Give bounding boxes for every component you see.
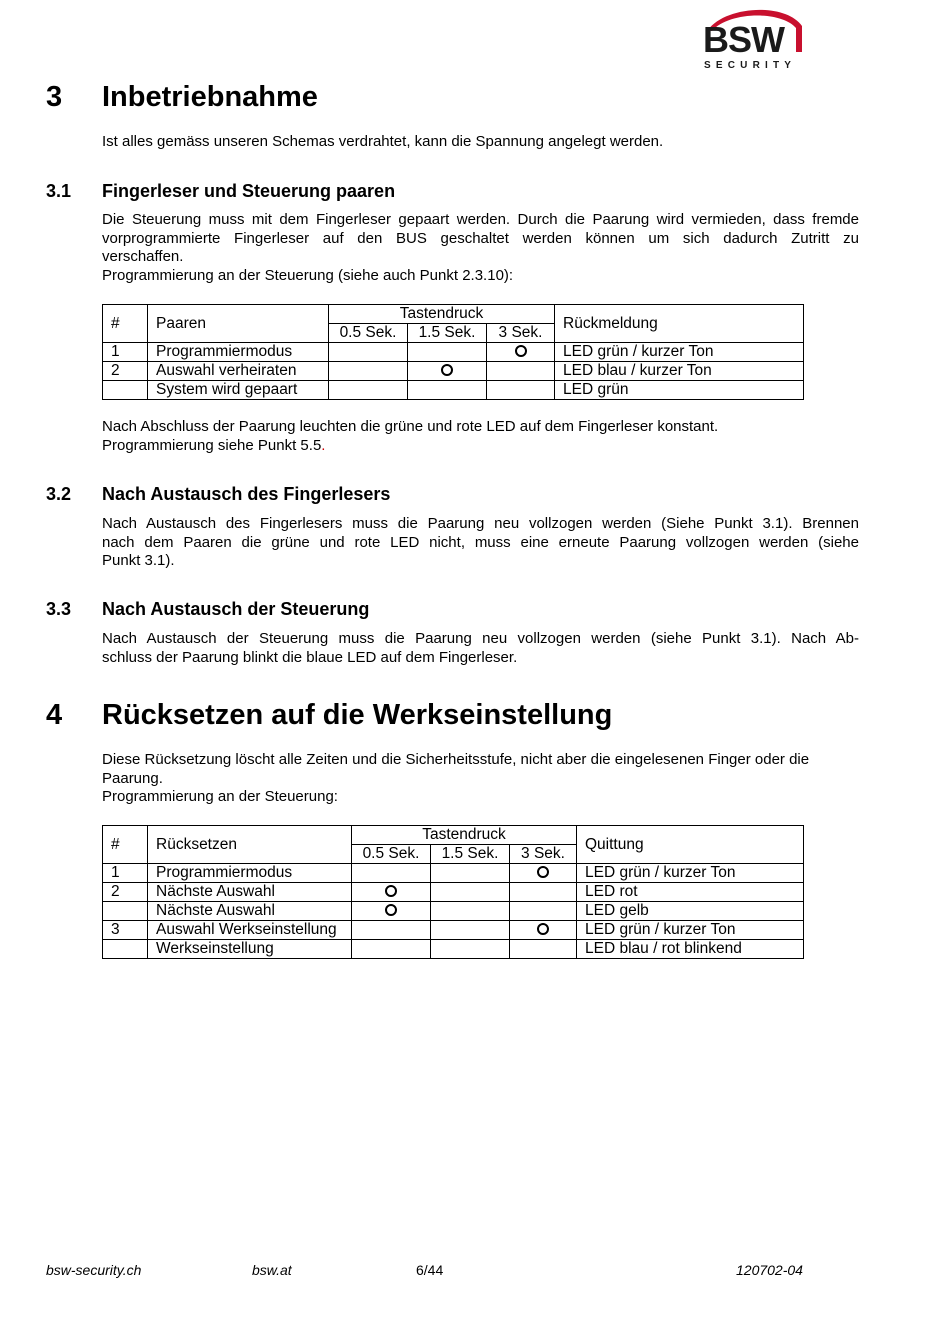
table-row — [103, 902, 804, 921]
section-3-1-after — [102, 418, 859, 455]
section-title: Nach Austausch der Steuerung — [102, 599, 370, 619]
section-number: 3.3 — [46, 599, 72, 619]
cell-press — [487, 381, 555, 400]
header-group: Tastendruck — [352, 826, 577, 845]
cell-press — [329, 362, 408, 381]
cell-num — [103, 381, 148, 400]
cell-action: Nächste Auswahl — [148, 883, 352, 902]
paragraph-line: Nach Austausch des Fingerlesers muss die Paarung neu vollzogen werden (Siehe Punkt 3.1). Brennen — [102, 515, 859, 532]
reference-text: Programmierung siehe Punkt 5.5 — [102, 436, 322, 454]
header-time: 0.5 Sek. — [352, 845, 431, 864]
section-title: Rücksetzen auf die Werkseinstellung — [102, 699, 613, 731]
reference-dot: . — [321, 436, 326, 454]
circle-icon — [537, 923, 549, 935]
header-time: 1.5 Sek. — [408, 324, 487, 343]
cell-press — [352, 921, 431, 940]
cell-press — [487, 343, 555, 362]
cell-num: 1 — [103, 343, 148, 362]
table-header-row — [103, 826, 804, 845]
header-num: # — [103, 305, 148, 343]
section-3-intro: Ist alles gemäss unseren Schemas verdrahtet, kann die Spannung angelegt werden. — [102, 133, 664, 150]
header-action: Rücksetzen — [148, 826, 352, 864]
paragraph-line: Punkt 3.1). — [102, 552, 175, 569]
paragraph-line: Nach Abschluss der Paarung leuchten die grüne und rote LED auf dem Fingerleser konstant. — [102, 418, 719, 435]
header-time: 1.5 Sek. — [431, 845, 510, 864]
cell-press — [510, 883, 577, 902]
table-row — [103, 864, 804, 883]
cell-num: 3 — [103, 921, 148, 940]
footer-site-at: bsw.at — [252, 1262, 292, 1278]
cell-action: Nächste Auswahl — [148, 902, 352, 921]
cell-press — [510, 902, 577, 921]
circle-icon — [515, 345, 527, 357]
section-title: Inbetriebnahme — [102, 81, 318, 113]
paragraph-line: Nach Austausch der Steuerung muss die Paarung neu vollzogen werden (siehe Punkt 3.1). Nach Ab- — [102, 630, 859, 647]
circle-icon — [385, 904, 397, 916]
header-time: 3 Sek. — [510, 845, 577, 864]
cell-action: Programmiermodus — [148, 864, 352, 883]
cell-num: 1 — [103, 864, 148, 883]
header-group: Tastendruck — [329, 305, 555, 324]
cell-action: Programmiermodus — [148, 343, 329, 362]
cell-press — [352, 902, 431, 921]
table-row — [103, 362, 804, 381]
paragraph-line: Diese Rücksetzung löscht alle Zeiten und die Sicherheitsstufe, nicht aber die eingelesenen Finger oder die — [102, 751, 810, 768]
paragraph-line: Programmierung an der Steuerung: — [102, 788, 338, 805]
table-row — [103, 343, 804, 362]
footer-doc-id: 120702-04 — [736, 1262, 803, 1278]
cell-action: Werkseinstellung — [148, 940, 352, 959]
bsw-security-logo — [700, 4, 806, 74]
cell-press — [431, 883, 510, 902]
cell-result: LED grün / kurzer Ton — [577, 921, 804, 940]
section-4-text — [102, 751, 859, 807]
cell-result: LED blau / rot blinkend — [577, 940, 804, 959]
paragraph-line: verschaffen. — [102, 248, 184, 265]
cell-press — [352, 940, 431, 959]
cell-num: 2 — [103, 883, 148, 902]
logo-brand-text: BSW — [703, 19, 784, 60]
pairing-table — [102, 304, 804, 400]
cell-press — [329, 343, 408, 362]
cell-press — [510, 864, 577, 883]
section-title: Fingerleser und Steuerung paaren — [102, 181, 396, 201]
header-num: # — [103, 826, 148, 864]
table-row — [103, 940, 804, 959]
cell-press — [408, 362, 487, 381]
logo-sub-text: SECURITY — [704, 60, 797, 71]
cell-result: LED rot — [577, 883, 804, 902]
paragraph-line: schluss der Paarung blinkt die blaue LED auf dem Fingerleser. — [102, 648, 518, 666]
cell-press — [431, 902, 510, 921]
circle-icon — [441, 364, 453, 376]
paragraph-line: Die Steuerung muss mit dem Fingerleser gepaart werden. Durch die Paarung wird vermieden, dass fremde — [102, 211, 859, 228]
header-time: 3 Sek. — [487, 324, 555, 343]
cell-action: Auswahl verheiraten — [148, 362, 329, 381]
table-header-row — [103, 305, 804, 324]
reset-table — [102, 825, 804, 959]
footer-page-number: 6/44 — [416, 1262, 444, 1278]
cell-press — [408, 381, 487, 400]
table-row — [103, 921, 804, 940]
cell-result: LED blau / kurzer Ton — [555, 362, 804, 381]
cell-press — [510, 940, 577, 959]
cell-num — [103, 940, 148, 959]
section-number: 3 — [46, 81, 63, 113]
circle-icon — [385, 885, 397, 897]
cell-press — [431, 921, 510, 940]
cell-result: LED grün / kurzer Ton — [555, 343, 804, 362]
section-number: 3.2 — [46, 484, 72, 504]
footer-site-ch: bsw-security.ch — [46, 1262, 142, 1278]
header-time: 0.5 Sek. — [329, 324, 408, 343]
circle-icon — [537, 866, 549, 878]
cell-press — [487, 362, 555, 381]
header-result: Quittung — [577, 826, 804, 864]
header-action: Paaren — [148, 305, 329, 343]
section-3-1-text — [102, 211, 859, 285]
cell-press — [329, 381, 408, 400]
cell-result: LED grün — [555, 381, 804, 400]
section-title: Nach Austausch des Fingerlesers — [102, 484, 391, 504]
table-row — [103, 883, 804, 902]
section-3-3-text — [102, 630, 859, 667]
section-number: 3.1 — [46, 181, 72, 201]
cell-result: LED gelb — [577, 902, 804, 921]
section-3-2-text — [102, 515, 859, 571]
paragraph-line: nach dem Paaren die grüne und rote LED nicht, muss eine erneute Paarung vollzogen werden (siehe — [102, 533, 859, 551]
paragraph-line: Paarung. — [102, 769, 163, 787]
paragraph-line: vorprogrammierte Fingerleser auf den BUS geschaltet werden können um sich dadurch Zutritt zu — [102, 229, 859, 247]
cell-action: System wird gepaart — [148, 381, 329, 400]
cell-num: 2 — [103, 362, 148, 381]
cell-press — [431, 940, 510, 959]
header-result: Rückmeldung — [555, 305, 804, 343]
cell-result: LED grün / kurzer Ton — [577, 864, 804, 883]
cell-press — [352, 883, 431, 902]
cell-press — [352, 864, 431, 883]
cell-action: Auswahl Werkseinstellung — [148, 921, 352, 940]
paragraph-line — [102, 437, 859, 456]
cell-press — [510, 921, 577, 940]
cell-num — [103, 902, 148, 921]
paragraph-line: Programmierung an der Steuerung (siehe auch Punkt 2.3.10): — [102, 266, 514, 284]
table-row — [103, 381, 804, 400]
cell-press — [431, 864, 510, 883]
cell-press — [408, 343, 487, 362]
section-number: 4 — [46, 699, 63, 731]
